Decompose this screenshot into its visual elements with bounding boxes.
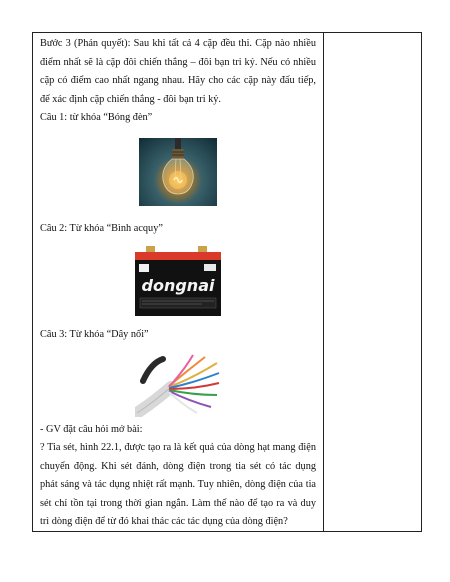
- wire-cable-icon: [135, 351, 221, 417]
- wires-image: [135, 351, 221, 417]
- lesson-table: [32, 32, 422, 532]
- step3-paragraph: Bước 3 (Phán quyết): Sau khi tất cả 4 cặp đều thi. Cặp nào nhiều điểm nhất sẽ là cặp đôi chiến thắng – đôi bạn tri kỷ. Nếu có nhiều cặp có điểm cao nhất ngang nhau. Hãy cho các cặp này đấu tiếp, để xác định cặp chiến thắng - đôi bạn tri kỷ.: [40, 38, 316, 105]
- question-3-label: Câu 3: Từ khóa “Dây nối”: [40, 329, 149, 340]
- car-battery-image: [132, 242, 224, 320]
- opening-question-paragraph: ? Tia sét, hình 22.1, được tạo ra là kết quả của dòng hạt mang điện chuyển động. Khi sét đánh, dòng điện trong tia sét có tác dụng phát sáng và tác dụng nhiệt rất mạnh. Tuy nhiên, dòng điện của tia sét chỉ tồn tại trong thời gian ngắn. Làm thế nào để tạo ra và duy trì dòng điện để từ đó khai thác các tác dụng của dòng điện?: [40, 442, 316, 527]
- question-1-label: Câu 1: từ khóa “Bóng đèn”: [40, 112, 153, 123]
- teacher-instruction: - GV đặt câu hỏi mở bài:: [40, 423, 143, 435]
- student-column: [324, 33, 421, 531]
- light-bulb-icon: [139, 138, 217, 206]
- battery-brand-text: dongnai: [141, 276, 215, 295]
- question-2-label: Câu 2: Từ khóa “Bình acquy”: [40, 222, 163, 234]
- battery-icon: [132, 242, 224, 320]
- light-bulb-image: [139, 138, 217, 206]
- activity-column: [33, 33, 324, 531]
